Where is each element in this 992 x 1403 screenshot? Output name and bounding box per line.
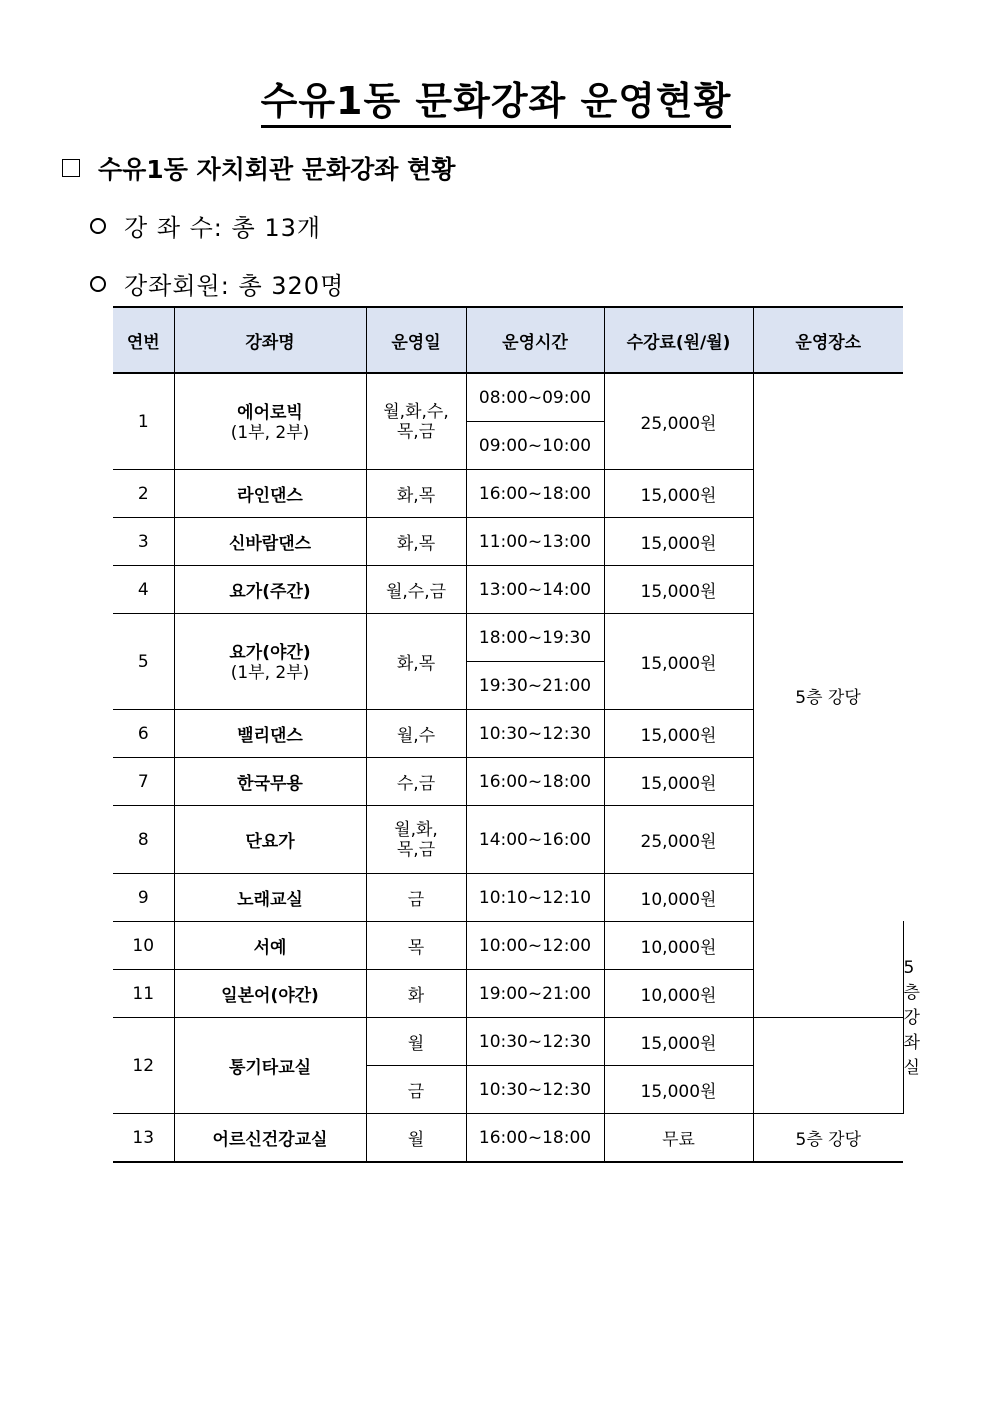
course-time: 10:30~12:30 — [466, 1018, 604, 1066]
row-no: 10 — [113, 922, 174, 970]
course-days: 월,수 — [366, 710, 466, 758]
course-fee: 15,000원 — [604, 470, 753, 518]
course-name: 라인댄스 — [174, 470, 366, 518]
course-name: 어르신건강교실 — [174, 1114, 366, 1163]
circle-bullet-icon — [90, 218, 106, 234]
header-course: 강좌명 — [174, 307, 366, 373]
table-header-row — [113, 307, 903, 373]
course-name: 일본어(야간) — [174, 970, 366, 1018]
course-fee: 25,000원 — [604, 806, 753, 874]
course-fee: 25,000원 — [604, 373, 753, 470]
course-days: 화,목 — [366, 518, 466, 566]
header-days: 운영일 — [366, 307, 466, 373]
course-fee: 15,000원 — [604, 758, 753, 806]
course-fee: 10,000원 — [604, 970, 753, 1018]
course-time: 16:00~18:00 — [466, 1114, 604, 1163]
course-time: 18:00~19:30 — [466, 614, 604, 662]
header-time: 운영시간 — [466, 307, 604, 373]
row-no: 8 — [113, 806, 174, 874]
course-days: 화,목 — [366, 614, 466, 710]
row-no: 6 — [113, 710, 174, 758]
row-no: 11 — [113, 970, 174, 1018]
course-days: 월 — [366, 1114, 466, 1163]
course-fee: 15,000원 — [604, 518, 753, 566]
course-days: 금 — [366, 1066, 466, 1114]
header-fee: 수강료(원/월) — [604, 307, 753, 373]
course-name: 밸리댄스 — [174, 710, 366, 758]
place-cell: 5층 강당 — [753, 373, 903, 1018]
circle-bullet-icon — [90, 276, 106, 292]
course-fee: 15,000원 — [604, 566, 753, 614]
header-no: 연번 — [113, 307, 174, 373]
course-time: 16:00~18:00 — [466, 470, 604, 518]
course-days: 월,수,금 — [366, 566, 466, 614]
row-no: 5 — [113, 614, 174, 710]
row-no: 7 — [113, 758, 174, 806]
table-row — [113, 373, 903, 422]
row-no: 12 — [113, 1018, 174, 1114]
row-no: 13 — [113, 1114, 174, 1163]
course-name: 요가(주간) — [174, 566, 366, 614]
course-days: 목 — [366, 922, 466, 970]
course-time: 10:30~12:30 — [466, 1066, 604, 1114]
course-fee: 15,000원 — [604, 614, 753, 710]
course-time: 10:10~12:10 — [466, 874, 604, 922]
course-name: 한국무용 — [174, 758, 366, 806]
course-fee: 15,000원 — [604, 710, 753, 758]
section-heading: 수유1동 자치회관 문화강좌 현황 — [62, 150, 455, 186]
member-count-line: 강좌회원: 총 320명 — [90, 266, 344, 301]
place-cell: 5층 강당 — [753, 1114, 903, 1163]
course-time: 08:00~09:00 — [466, 373, 604, 422]
course-fee: 무료 — [604, 1114, 753, 1163]
row-no: 4 — [113, 566, 174, 614]
row-no: 3 — [113, 518, 174, 566]
table-row — [113, 1018, 903, 1066]
table-row: 10 서예 목 10:00~12:00 10,000원 5층 강좌실 — [113, 922, 903, 970]
course-fee: 15,000원 — [604, 1066, 753, 1114]
course-count-line: 강 좌 수: 총 13개 — [90, 208, 321, 243]
course-name: 단요가 — [174, 806, 366, 874]
course-days: 월 — [366, 1018, 466, 1066]
course-time: 19:00~21:00 — [466, 970, 604, 1018]
course-days: 수,금 — [366, 758, 466, 806]
course-name: 신바람댄스 — [174, 518, 366, 566]
course-fee: 15,000원 — [604, 1018, 753, 1066]
course-fee: 10,000원 — [604, 874, 753, 922]
course-days: 화 — [366, 970, 466, 1018]
course-time: 14:00~16:00 — [466, 806, 604, 874]
course-days: 월,화, 목,금 — [366, 806, 466, 874]
course-days: 월,화,수, 목,금 — [366, 373, 466, 470]
course-days: 화,목 — [366, 470, 466, 518]
course-fee: 10,000원 — [604, 922, 753, 970]
course-time: 10:30~12:30 — [466, 710, 604, 758]
course-days: 금 — [366, 874, 466, 922]
course-table — [113, 306, 920, 1163]
course-time: 16:00~18:00 — [466, 758, 604, 806]
table-row — [113, 1114, 903, 1163]
course-name: 노래교실 — [174, 874, 366, 922]
course-name: 요가(야간) (1부, 2부) — [174, 614, 366, 710]
course-time: 11:00~13:00 — [466, 518, 604, 566]
header-place: 운영장소 — [753, 307, 903, 373]
row-no: 9 — [113, 874, 174, 922]
row-no: 1 — [113, 373, 174, 470]
page-title: 수유1동 문화강좌 운영현황 — [0, 70, 992, 125]
course-time: 09:00~10:00 — [466, 422, 604, 470]
course-name: 에어로빅 (1부, 2부) — [174, 373, 366, 470]
course-time: 19:30~21:00 — [466, 662, 604, 710]
row-no: 2 — [113, 470, 174, 518]
course-name: 서예 — [174, 922, 366, 970]
course-time: 10:00~12:00 — [466, 922, 604, 970]
square-bullet-icon — [62, 159, 80, 177]
course-time: 13:00~14:00 — [466, 566, 604, 614]
course-name: 통기타교실 — [174, 1018, 366, 1114]
